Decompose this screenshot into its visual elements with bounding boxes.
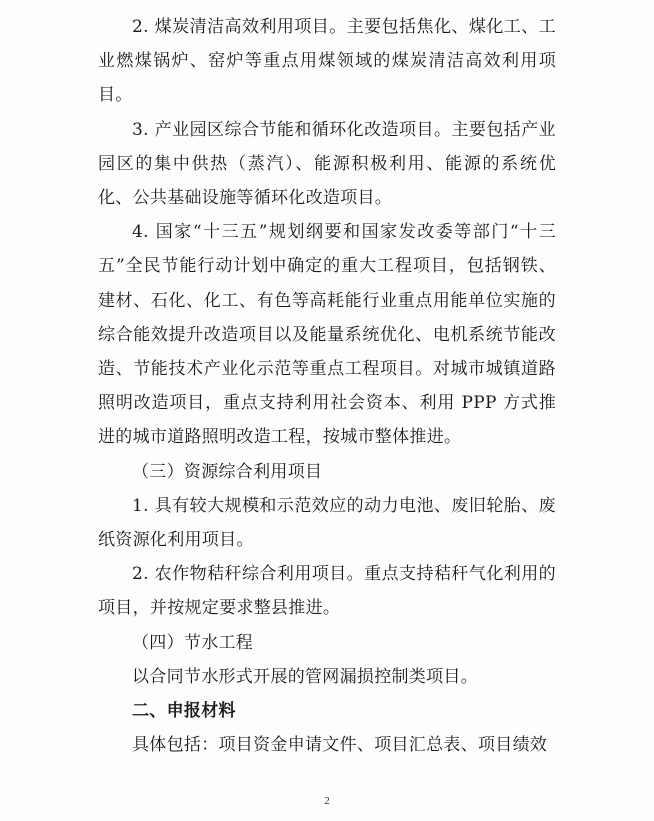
paragraph-national-projects: 4. 国家“十三五”规划纲要和国家发改委等部门“十三五”全民节能行动计划中确定的重大工程项目，包括钢铁、建材、石化、化工、有色等高耗能行业重点用能单位实施的综合能效提升改造项目以及能量系统优化、电机系统节能改造、节能技术产业化示范等重点工程项目。对城市城镇道路照明改造项目，重点支持利用社会资本、利用 PPP 方式推进的城市道路照明改造工程，按城市整体推进。 [98, 222, 556, 448]
page-number: 2 [324, 795, 330, 807]
paragraph-water-saving: 以合同节水形式开展的管网漏损控制类项目。 [132, 666, 478, 687]
paragraph-coal-utilization: 2. 煤炭清洁高效利用项目。主要包括焦化、煤化工、工业燃煤锅炉、窑炉等重点用煤领域的煤炭清洁高效利用项目。 [98, 17, 556, 106]
heading-water-saving: （四）节水工程 [132, 632, 254, 653]
paragraph-straw-utilization: 2. 农作物秸秆综合利用项目。重点支持秸秆气化利用的项目，并按规定要求整县推进。 [98, 564, 556, 619]
heading-resource-utilization: （三）资源综合利用项目 [132, 461, 323, 482]
heading-application-materials: 二、申报材料 [132, 701, 236, 722]
paragraph-battery-recycling: 1. 具有较大规模和示范效应的动力电池、废旧轮胎、废纸资源化利用项目。 [98, 495, 556, 551]
document-body [98, 10, 556, 762]
paragraph-application-materials: 具体包括：项目资金申请文件、项目汇总表、项目绩效 [132, 735, 548, 756]
paragraph-industrial-park: 3. 产业园区综合节能和循环化改造项目。主要包括产业园区的集中供热（蒸汽）、能源积极利用、能源的系统优化、公共基础设施等循环化改造项目。 [98, 119, 556, 209]
